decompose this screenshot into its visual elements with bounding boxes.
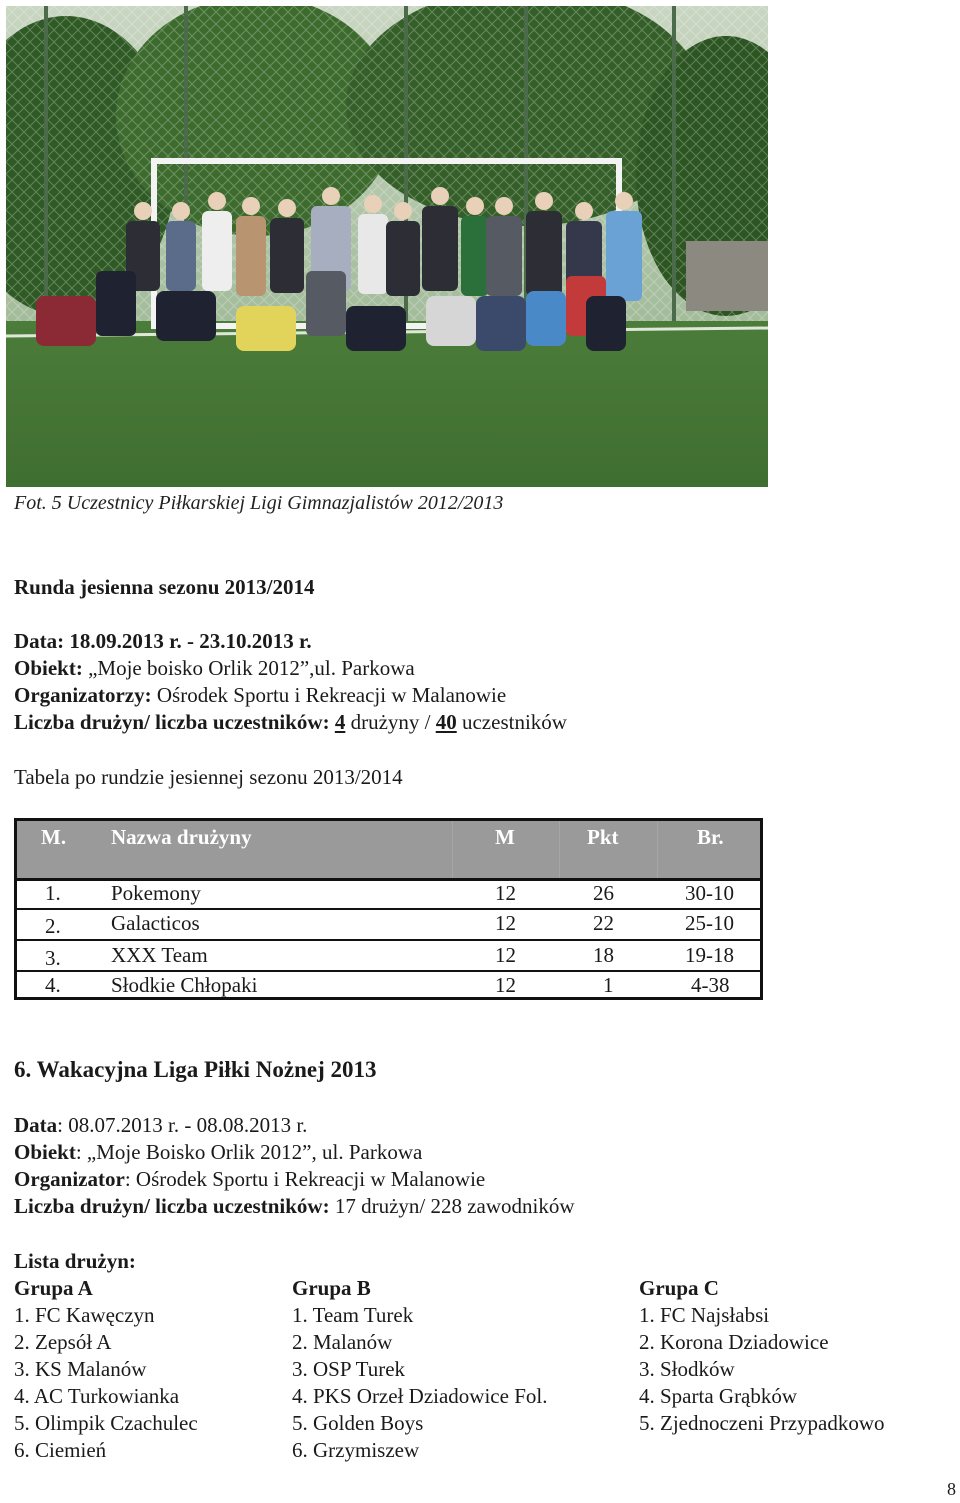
list-item: 1. FC Kawęczyn — [14, 1303, 155, 1327]
table-row — [17, 879, 760, 909]
autumn-heading: Runda jesienna sezonu 2013/2014 — [14, 575, 315, 599]
autumn-organizers-line — [14, 683, 506, 708]
autumn-count-participants-text: uczestników — [461, 710, 567, 734]
row-team: Słodkie Chłopaki — [111, 973, 258, 997]
row-goals: 30-10 — [685, 881, 734, 905]
summer-organizer-label: Organizator — [14, 1167, 125, 1191]
autumn-date-line — [14, 629, 312, 654]
table-title: Tabela po rundzie jesiennej sezonu 2013/2014 — [14, 765, 403, 789]
list-item: 3. KS Malanów — [14, 1357, 147, 1381]
header-goals: Br. — [697, 825, 724, 849]
summer-count-line — [14, 1194, 575, 1219]
autumn-object-value-bold: „Moje boisko Orlik 2012”,ul. — [88, 656, 336, 680]
row-points: 1 — [603, 973, 614, 997]
autumn-date-value: 18.09.2013 r. - 23.10.2013 r. — [69, 629, 312, 653]
list-item: 4. PKS Orzeł Dziadowice Fol. — [292, 1384, 548, 1408]
header-place: M. — [41, 825, 67, 849]
table-row — [17, 941, 760, 971]
list-item: 6. Grzymiszew — [292, 1438, 420, 1462]
team-photo — [6, 6, 768, 487]
table-row — [17, 971, 760, 1001]
summer-organizer-value: : Ośrodek Sportu i Rekreacji w Malanowie — [124, 1167, 486, 1191]
row-matches: 12 — [495, 911, 516, 935]
row-matches: 12 — [495, 943, 516, 967]
autumn-object-value: Parkowa — [341, 656, 415, 680]
summer-heading: 6. Wakacyjna Liga Piłki Nożnej 2013 — [14, 1057, 377, 1082]
list-item: 3. Słodków — [639, 1357, 735, 1381]
summer-date-line — [14, 1113, 307, 1138]
summer-count-label: Liczba drużyn/ liczba uczestników: — [14, 1194, 330, 1218]
autumn-date-label: Data: — [14, 629, 65, 653]
summer-object-label: Obiekt — [14, 1140, 76, 1164]
row-matches: 12 — [495, 973, 516, 997]
autumn-count-label: Liczba drużyn/ liczba uczestników: — [14, 710, 330, 734]
list-item: 4. AC Turkowianka — [14, 1384, 180, 1408]
group-a — [14, 1275, 198, 1464]
row-points: 18 — [593, 943, 614, 967]
list-item: 2. Korona Dziadowice — [639, 1330, 829, 1354]
autumn-count-line — [14, 710, 567, 735]
header-team: Nazwa drużyny — [111, 825, 252, 849]
standings-table — [14, 818, 763, 1000]
row-points: 22 — [593, 911, 614, 935]
row-place: 4. — [45, 973, 61, 997]
row-team: Galacticos — [111, 911, 200, 935]
header-separator — [559, 821, 560, 878]
summer-object-value: : „Moje Boisko Orlik 2012”, ul. Parkowa — [75, 1140, 423, 1164]
autumn-count-teams: 4 — [334, 710, 346, 734]
row-points: 26 — [593, 881, 614, 905]
autumn-object-line — [14, 656, 415, 681]
summer-count-value: 17 drużyn/ 228 zawodników — [334, 1194, 575, 1218]
header-points: Pkt — [587, 825, 619, 849]
header-separator — [452, 821, 453, 878]
row-goals: 25-10 — [685, 911, 734, 935]
row-place: 3. — [45, 946, 61, 970]
table-row — [17, 909, 760, 939]
row-goals: 4-38 — [691, 973, 730, 997]
group-b — [292, 1275, 547, 1464]
list-item: 5. Zjednoczeni Przypadkowo — [639, 1411, 885, 1435]
row-place: 2. — [45, 914, 61, 938]
group-c — [639, 1275, 885, 1437]
autumn-count-teams-text: drużyny / — [350, 710, 431, 734]
group-c-name: Grupa C — [639, 1276, 719, 1300]
list-item: 2. Zepsół A — [14, 1330, 112, 1354]
autumn-object-label: Obiekt: — [14, 656, 83, 680]
group-b-name: Grupa B — [292, 1276, 371, 1300]
list-item: 1. FC Najsłabsi — [639, 1303, 770, 1327]
list-item: 5. Golden Boys — [292, 1411, 424, 1435]
page-number: 8 — [947, 1479, 956, 1499]
summer-date-label: Data — [14, 1113, 58, 1137]
photo-caption: Fot. 5 Uczestnicy Piłkarskiej Ligi Gimnazjalistów 2012/2013 — [14, 492, 504, 514]
summer-object-line — [14, 1140, 422, 1165]
header-matches: M — [495, 825, 515, 849]
list-item: 2. Malanów — [292, 1330, 393, 1354]
list-item: 3. OSP Turek — [292, 1357, 406, 1381]
row-place: 1. — [45, 881, 61, 905]
standings-header — [17, 821, 760, 881]
header-separator — [657, 821, 658, 878]
autumn-organizers-label: Organizatorzy: — [14, 683, 152, 707]
autumn-organizers-value: Ośrodek Sportu i Rekreacji w Malanowie — [156, 683, 507, 707]
list-item: 1. Team Turek — [292, 1303, 414, 1327]
group-a-name: Grupa A — [14, 1276, 93, 1300]
summer-organizer-line — [14, 1167, 485, 1192]
list-item: 6. Ciemień — [14, 1438, 107, 1462]
list-item: 5. Olimpik Czachulec — [14, 1411, 198, 1435]
row-team: Pokemony — [111, 881, 201, 905]
row-team: XXX Team — [111, 943, 208, 967]
autumn-count-participants: 40 — [435, 710, 457, 734]
team-list-title: Lista drużyn: — [14, 1249, 136, 1273]
row-goals: 19-18 — [685, 943, 734, 967]
list-item: 4. Sparta Grąbków — [639, 1384, 798, 1408]
summer-date-value: : 08.07.2013 r. - 08.08.2013 r. — [57, 1113, 308, 1137]
row-matches: 12 — [495, 881, 516, 905]
